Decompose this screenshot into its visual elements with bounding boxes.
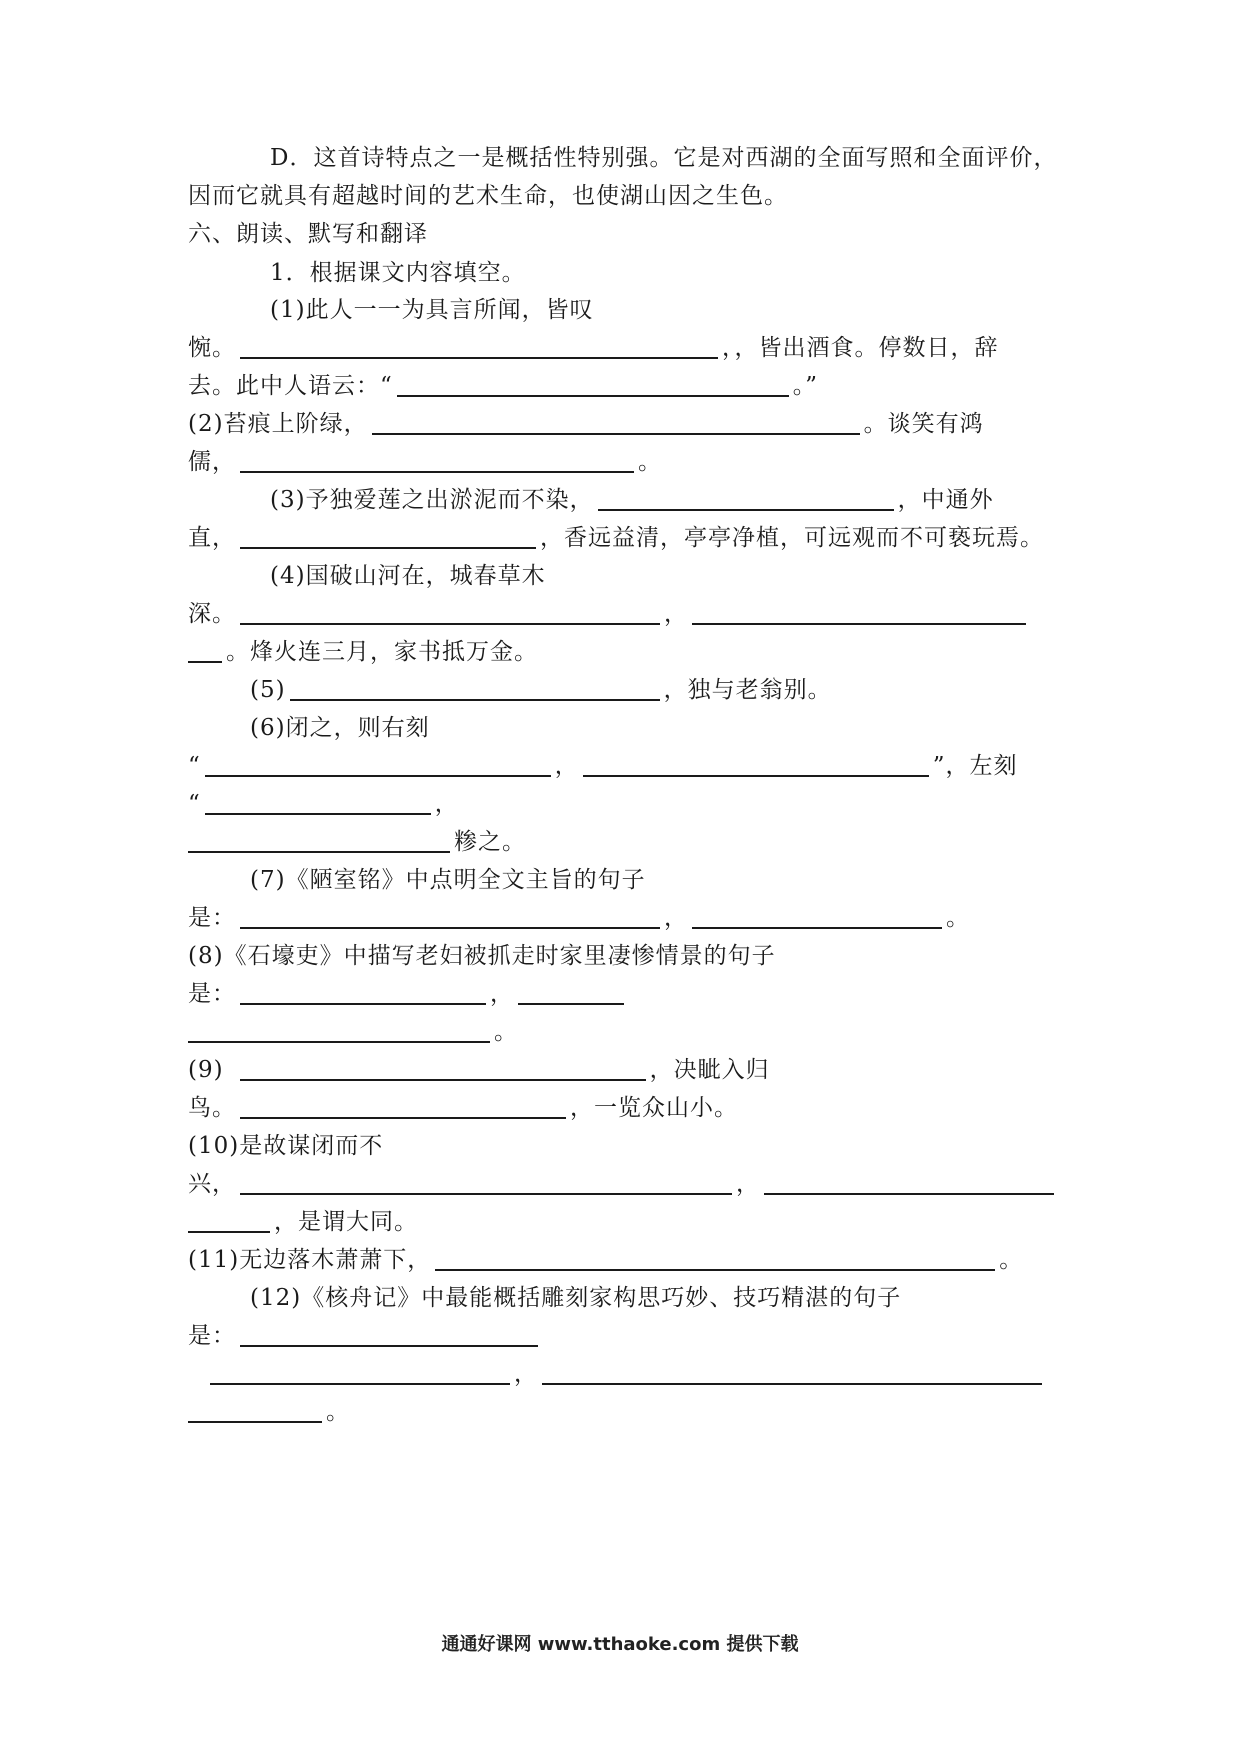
option-d-line1: D．这首诗特点之一是概括性特别强。它是对西湖的全面写照和全面评价， — [270, 145, 1058, 171]
item-10-line3: ，是谓大同。 — [188, 1207, 1068, 1237]
item-1-line3: 去。此中人语云：“ 。” — [188, 373, 819, 399]
item-6-prompt: (6)闭之，则右刻 — [250, 715, 430, 741]
answer-blank[interactable] — [188, 1209, 270, 1233]
answer-blank[interactable] — [542, 1361, 1042, 1385]
item-10-line2: 兴， ， — [188, 1169, 1068, 1199]
item-12-line4: 。 — [188, 1397, 1068, 1427]
item-3-line2: 直， ，香远益清，亭亭净植，可远观而不可亵玩焉。 — [188, 525, 1044, 551]
item-10-prompt: (10)是故谋闭而不 — [188, 1133, 384, 1159]
answer-blank[interactable] — [210, 1361, 510, 1385]
answer-blank[interactable] — [240, 449, 634, 473]
answer-blank[interactable] — [397, 373, 789, 397]
item-11-line: (11)无边落木萧萧下， 。 — [188, 1247, 1024, 1273]
question-1-prompt: 1．根据课文内容填空。 — [270, 260, 526, 286]
item-12-line3: ， — [188, 1359, 1068, 1389]
answer-blank[interactable] — [435, 1247, 995, 1271]
item-5-line: (5) ，独与老翁别。 — [250, 677, 832, 703]
answer-blank[interactable] — [764, 1171, 1054, 1195]
answer-blank[interactable] — [240, 525, 536, 549]
section-heading: 六、朗读、默写和翻译 — [188, 221, 428, 247]
item-4-line3: 。烽火连三月，家书抵万金。 — [188, 637, 1068, 667]
footer-credit: 通通好课网 www.tthaoke.com 提供下载 — [441, 1634, 799, 1655]
answer-blank[interactable] — [240, 1057, 646, 1081]
answer-blank[interactable] — [240, 1095, 566, 1119]
answer-blank[interactable] — [205, 791, 431, 815]
answer-blank[interactable] — [372, 411, 860, 435]
item-9-line2: 鸟。 ，一览众山小。 — [188, 1095, 738, 1121]
answer-blank[interactable] — [188, 1019, 490, 1043]
item-6-line4: 糁之。 — [188, 827, 1068, 857]
answer-blank[interactable] — [240, 905, 660, 929]
answer-blank[interactable] — [240, 981, 486, 1005]
answer-blank[interactable] — [583, 753, 929, 777]
answer-blank[interactable] — [692, 601, 1026, 625]
item-8-line3: 。 — [188, 1017, 1068, 1047]
option-d-line2: 因而它就具有超越时间的艺术生命，也使湖山因之生色。 — [188, 183, 788, 209]
item-3-line1: (3)予独爱莲之出淤泥而不染， ，中通外 — [270, 487, 994, 513]
answer-blank[interactable] — [240, 1323, 538, 1347]
item-7-prompt: (7)《陋室铭》中点明全文主旨的句子 — [250, 867, 646, 893]
item-2-line2: 儒， 。 — [188, 449, 662, 475]
answer-blank[interactable] — [240, 601, 660, 625]
item-1-line2: 惋。 ，，皆出酒食。停数日，辞 — [188, 335, 999, 361]
item-6-line3: “ ， — [188, 791, 459, 817]
item-6-line2: “ ， ”，左刻 — [188, 753, 1018, 779]
answer-blank[interactable] — [188, 1399, 322, 1423]
answer-blank[interactable] — [188, 639, 222, 663]
item-8-line2: 是： ， — [188, 979, 1068, 1009]
answer-blank[interactable] — [598, 487, 894, 511]
item-12-line2: 是： — [188, 1321, 1068, 1351]
answer-blank[interactable] — [240, 335, 718, 359]
item-4-line2: 深。 ， — [188, 599, 1068, 629]
answer-blank[interactable] — [205, 753, 551, 777]
item-4-prompt: (4)国破山河在，城春草木 — [270, 563, 546, 589]
item-12-prompt: (12)《核舟记》中最能概括雕刻家构思巧妙、技巧精湛的句子 — [250, 1285, 902, 1311]
answer-blank[interactable] — [188, 829, 450, 853]
answer-blank[interactable] — [240, 1171, 732, 1195]
answer-blank[interactable] — [290, 677, 660, 701]
item-1-prompt: (1)此人一一为具言所闻，皆叹 — [270, 297, 594, 323]
answer-blank[interactable] — [518, 981, 624, 1005]
item-2-line1: (2)苔痕上阶绿， 。谈笑有鸿 — [188, 411, 984, 437]
answer-blank[interactable] — [692, 905, 942, 929]
item-7-line2: 是： ， 。 — [188, 905, 970, 931]
item-9-line1: (9) ，决眦入归 — [188, 1057, 770, 1083]
item-8-prompt: (8)《石壕吏》中描写老妇被抓走时家里凄惨情景的句子 — [188, 943, 776, 969]
